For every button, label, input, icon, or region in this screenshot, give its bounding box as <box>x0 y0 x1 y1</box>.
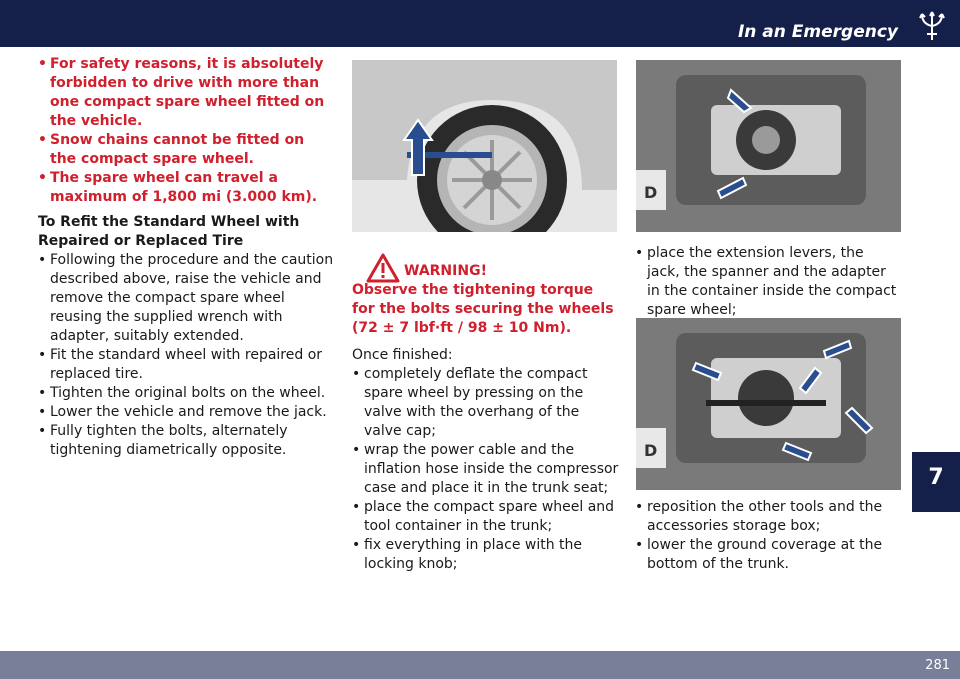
step-item: • lower the ground coverage at the bottom of the trunk. <box>635 536 897 574</box>
trident-icon <box>918 10 946 42</box>
step-item: • completely deflate the compact spare wheel by pressing on the valve with the overhang of the valve cap; <box>352 365 620 441</box>
warning-triangle-icon <box>366 253 400 283</box>
intro-text: Once finished: <box>352 347 453 363</box>
step-item: • Following the procedure and the caution described above, raise the vehicle and remove the compact spare wheel reusing the supplied wrench with adapter, suitably extended. <box>38 251 334 346</box>
warning-item: • Snow chains cannot be fitted on the compact spare wheel. <box>38 131 334 169</box>
right-column-lower <box>635 498 897 574</box>
page-footer <box>0 651 960 679</box>
tools-container-illustration <box>636 318 901 490</box>
step-item: • reposition the other tools and the accessories storage box; <box>635 498 897 536</box>
warning-label: WARNING! <box>404 263 487 279</box>
page-number: 281 <box>925 658 950 673</box>
step-item: • Lower the vehicle and remove the jack. <box>38 403 334 422</box>
step-item: • Fit the standard wheel with repaired or replaced tire. <box>38 346 334 384</box>
section-title: In an Emergency <box>737 22 898 42</box>
chapter-tab[interactable] <box>912 452 960 512</box>
warning-text: Observe the tightening torque for the bolts securing the wheels (72 ± 7 lbf·ft / 98 ± 10 Nm). <box>352 282 614 336</box>
step-item: • place the extension levers, the jack, the spanner and the adapter in the container inside the compact spare wheel; <box>635 244 897 320</box>
trunk-spare-wheel-illustration <box>636 60 901 232</box>
wheel-refit-illustration <box>352 60 617 232</box>
right-column <box>635 244 897 320</box>
left-column <box>38 55 334 460</box>
warning-item: • The spare wheel can travel a maximum of 1,800 mi (3.000 km). <box>38 169 334 207</box>
warning-item: • For safety reasons, it is absolutely forbidden to drive with more than one compact spare wheel fitted on the vehicle. <box>38 55 334 131</box>
middle-column <box>352 253 620 574</box>
step-item: • Tighten the original bolts on the wheel. <box>38 384 334 403</box>
step-item: • Fully tighten the bolts, alternately tightening diametrically opposite. <box>38 422 334 460</box>
chapter-number: 7 <box>928 465 944 490</box>
step-item: • fix everything in place with the locking knob; <box>352 536 620 574</box>
step-item: • place the compact spare wheel and tool container in the trunk; <box>352 498 620 536</box>
page-header <box>0 0 960 47</box>
step-item: • wrap the power cable and the inflation hose inside the compressor case and place it in the trunk seat; <box>352 441 620 498</box>
svg-text:D: D <box>644 183 658 202</box>
svg-text:D: D <box>644 441 658 460</box>
section-heading: To Refit the Standard Wheel with Repaired or Replaced Tire <box>38 214 300 249</box>
